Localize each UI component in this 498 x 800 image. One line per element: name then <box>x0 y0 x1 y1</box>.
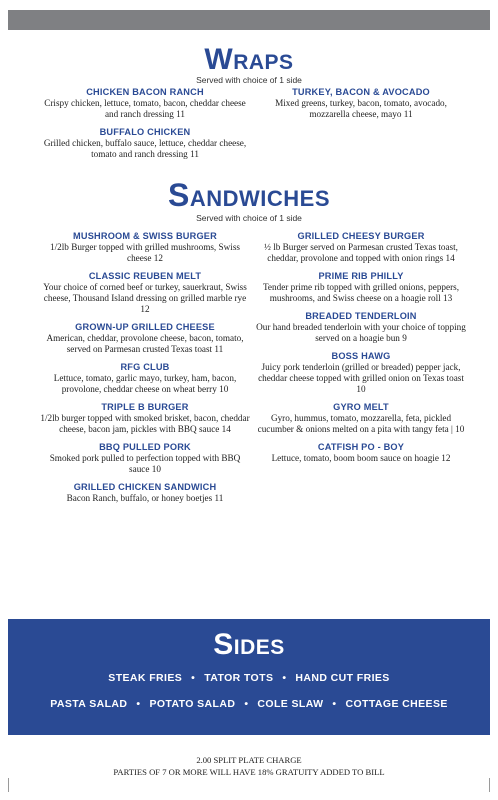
sides-row-1 <box>8 671 490 685</box>
side-item: PASTA SALAD <box>50 698 128 710</box>
side-item: COLE SLAW <box>257 698 324 710</box>
item-name: CATFISH PO - BOY <box>317 442 405 452</box>
item-name: GROWN-UP GRILLED CHEESE <box>75 322 215 332</box>
menu-item <box>40 361 250 395</box>
item-description: Mixed greens, turkey, bacon, tomato, avocado, mozzarella cheese, mayo 11 <box>275 98 447 119</box>
menu-item <box>254 230 468 264</box>
side-item: COTTAGE CHEESE <box>345 698 448 710</box>
item-description: Our hand breaded tenderloin with your choice of topping served on a hoagie bun 9 <box>256 322 466 343</box>
sides-title: Sides <box>213 628 285 661</box>
item-description: Crispy chicken, lettuce, tomato, bacon, cheddar cheese and ranch dressing 11 <box>44 98 246 119</box>
sides-row-2 <box>8 697 490 711</box>
wraps-left-column <box>40 86 250 160</box>
bullet-separator: • <box>244 698 249 710</box>
wraps-right-column <box>254 86 468 120</box>
menu-item <box>40 321 250 355</box>
top-bar <box>8 10 490 30</box>
item-description: Bacon Ranch, buffalo, or honey boetjes 11 <box>66 493 224 503</box>
item-description: American, cheddar, provolone cheese, bacon, tomato, served on Parmesan crusted Texas toast 11 <box>46 333 244 354</box>
item-description: ½ lb Burger served on Parmesan crusted Texas toast, cheddar, provolone and topped with onion rings 14 <box>264 242 458 263</box>
crop-mark <box>8 778 9 792</box>
menu-item <box>40 126 250 160</box>
item-description: Grilled chicken, buffalo sauce, lettuce, cheddar cheese, tomato and ranch dressing 11 <box>43 138 247 159</box>
menu-item <box>254 310 468 344</box>
item-name: CLASSIC REUBEN MELT <box>88 271 202 281</box>
menu-item <box>254 86 468 120</box>
item-description: Your choice of corned beef or turkey, sauerkraut, Swiss cheese, Thousand Island dressing on grilled marble rye 12 <box>43 282 247 314</box>
item-description: Gyro, hummus, tomato, mozzarella, feta, pickled cucumber & onions melted on a pita with tangy feta | 10 <box>257 413 465 434</box>
item-description: Smoked pork pulled to perfection topped with BBQ sauce 10 <box>49 453 241 474</box>
item-name: PRIME RIB PHILLY <box>318 271 404 281</box>
item-name: GRILLED CHEESY BURGER <box>297 231 425 241</box>
split-plate-note: 2.00 SPLIT PLATE CHARGE <box>196 755 302 765</box>
bullet-separator: • <box>282 672 287 684</box>
menu-item <box>40 481 250 504</box>
item-name: RFG CLUB <box>120 362 170 372</box>
sandwiches-subtitle: Served with choice of 1 side <box>196 213 302 223</box>
item-name: BUFFALO CHICKEN <box>99 127 191 137</box>
wraps-title: Wraps <box>204 43 294 76</box>
item-description: Lettuce, tomato, garlic mayo, turkey, ham, bacon, provolone, cheddar cheese on wheat berry 10 <box>53 373 237 394</box>
sandwiches-right-column <box>254 230 468 464</box>
item-name: BBQ PULLED PORK <box>99 442 191 452</box>
bullet-separator: • <box>332 698 337 710</box>
menu-item <box>254 270 468 304</box>
menu-item <box>254 441 468 464</box>
side-item: HAND CUT FRIES <box>295 672 390 684</box>
sandwiches-left-column <box>40 230 250 504</box>
item-name: CHICKEN BACON RANCH <box>86 87 204 97</box>
bullet-separator: • <box>136 698 141 710</box>
menu-item <box>40 86 250 120</box>
bullet-separator: • <box>191 672 196 684</box>
item-name: GYRO MELT <box>333 402 389 412</box>
item-description: Tender prime rib topped with grilled onions, peppers, mushrooms, and Swiss cheese on a hoagie roll 13 <box>262 282 460 303</box>
item-name: MUSHROOM & SWISS BURGER <box>73 231 217 241</box>
menu-item <box>40 230 250 264</box>
side-item: STEAK FRIES <box>108 672 183 684</box>
gratuity-note: PARTIES OF 7 OR MORE WILL HAVE 18% GRATUITY ADDED TO BILL <box>113 767 385 777</box>
menu-item <box>254 350 468 395</box>
wraps-subtitle: Served with choice of 1 side <box>196 75 302 85</box>
item-description: 1/2lb Burger topped with grilled mushrooms, Swiss cheese 12 <box>50 242 240 263</box>
side-item: POTATO SALAD <box>149 698 236 710</box>
item-name: BREADED TENDERLOIN <box>305 311 417 321</box>
item-name: TURKEY, BACON & AVOCADO <box>292 87 430 97</box>
item-description: Lettuce, tomato, boom boom sauce on hoagie 12 <box>271 453 451 463</box>
item-name: TRIPLE B BURGER <box>101 402 189 412</box>
crop-mark <box>489 778 490 792</box>
menu-item <box>40 441 250 475</box>
menu-item <box>254 401 468 435</box>
item-name: BOSS HAWG <box>331 351 391 361</box>
item-description: 1/2lb burger topped with smoked brisket, bacon, cheddar cheese, bacon jam, pickles with BBQ sauce 14 <box>40 413 250 434</box>
sandwiches-title: Sandwiches <box>167 177 330 213</box>
menu-item <box>40 270 250 315</box>
menu-item <box>40 401 250 435</box>
side-item: TATOR TOTS <box>204 672 274 684</box>
item-name: GRILLED CHICKEN SANDWICH <box>73 482 217 492</box>
item-description: Juicy pork tenderloin (grilled or breaded) pepper jack, cheddar cheese topped with grilled onion on Texas toast 10 <box>258 362 464 394</box>
sides-panel <box>8 619 490 735</box>
